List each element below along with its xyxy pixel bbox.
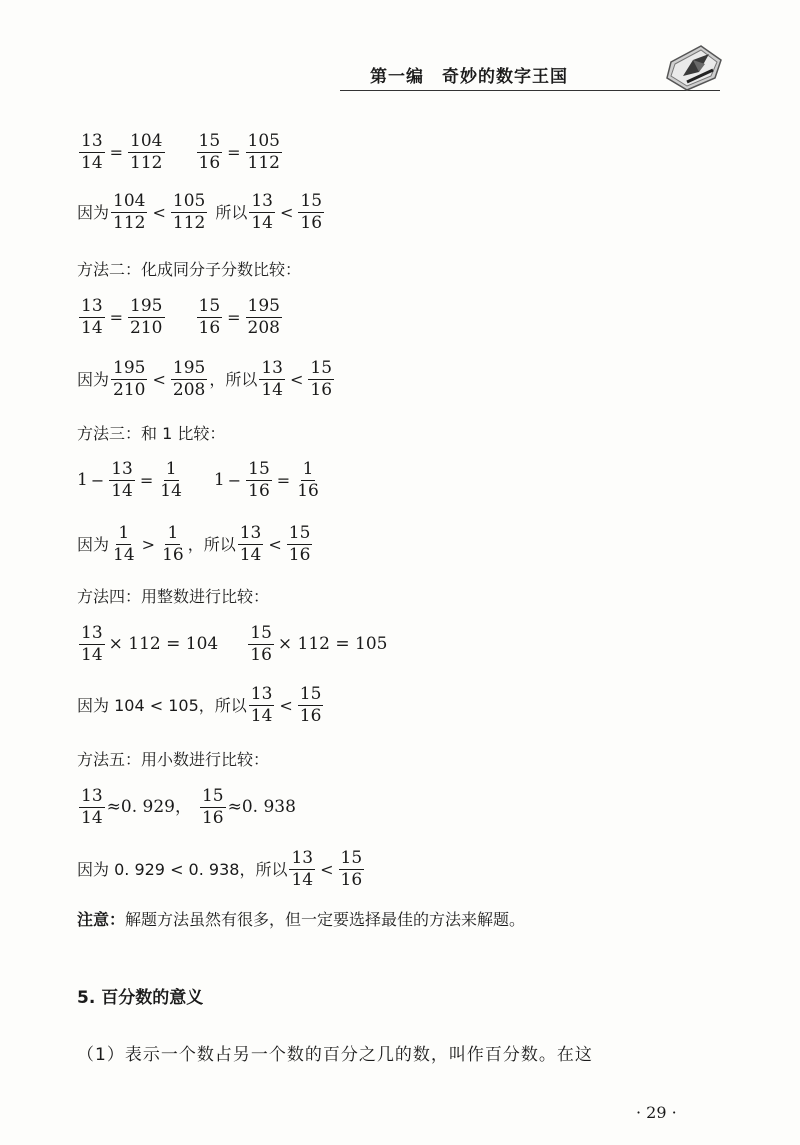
fraction <box>248 625 274 664</box>
method2-conclusion <box>77 360 336 399</box>
minus-sign: − <box>90 470 105 490</box>
denominator: 16 <box>198 153 221 173</box>
because-text: 因为 <box>77 202 110 222</box>
denominator: 16 <box>310 380 333 400</box>
numerator: 13 <box>111 459 133 479</box>
denominator: 16 <box>162 545 184 565</box>
less-than-sign: < <box>152 369 166 389</box>
note-text: 解题方法虽然有很多，但一定要选择最佳的方法来解题。 <box>125 910 526 929</box>
numerator: 15 <box>340 848 363 868</box>
fraction <box>79 133 105 172</box>
numerator: 13 <box>81 623 103 643</box>
denominator: 210 <box>113 380 146 400</box>
denominator: 14 <box>81 808 103 828</box>
denominator: 208 <box>247 318 280 338</box>
fraction <box>287 525 313 564</box>
denominator: 16 <box>300 213 323 233</box>
fraction <box>79 298 105 337</box>
fraction <box>111 193 147 232</box>
numerator: 13 <box>239 523 262 543</box>
denominator: 16 <box>201 808 224 828</box>
numerator: 1 <box>302 459 314 479</box>
fraction <box>111 525 137 564</box>
denominator: 14 <box>81 153 103 173</box>
denominator: 210 <box>130 318 163 338</box>
numerator: 15 <box>300 191 323 211</box>
fraction <box>79 788 105 827</box>
because-text: 因为 104 < 105，所以 <box>77 695 247 715</box>
method1-conclusion <box>77 193 326 232</box>
section-heading: 5. 百分数的意义 <box>77 988 204 1008</box>
denominator: 14 <box>81 318 103 338</box>
less-than-sign: < <box>152 202 166 222</box>
fraction <box>171 360 207 399</box>
denominator: 14 <box>239 545 262 565</box>
numerator: 15 <box>288 523 311 543</box>
fraction <box>249 193 275 232</box>
method5-conclusion <box>77 850 366 889</box>
numerator: 104 <box>113 191 146 211</box>
numerator: 13 <box>261 358 283 378</box>
method5-equation <box>77 788 296 827</box>
numerator: 13 <box>81 296 103 316</box>
numerator: 13 <box>81 786 103 806</box>
denominator: 16 <box>340 870 363 890</box>
denominator: 14 <box>81 645 103 665</box>
note-label: 注意： <box>77 910 126 929</box>
method5-title: 方法五：用小数进行比较： <box>77 750 270 769</box>
numerator: 195 <box>247 296 280 316</box>
fraction <box>171 193 207 232</box>
fraction <box>298 193 324 232</box>
denominator: 16 <box>250 645 272 665</box>
fraction <box>158 461 184 500</box>
because-text: 因为 <box>77 369 110 389</box>
page-number: · 29 · <box>636 1103 677 1122</box>
product-text: × 112 = 105 <box>277 634 388 654</box>
fraction <box>238 525 264 564</box>
denominator: 14 <box>291 870 314 890</box>
method2-equation <box>77 298 284 337</box>
header-title: 第一编 奇妙的数字王国 <box>370 67 568 87</box>
numerator: 195 <box>172 358 206 378</box>
running-header <box>340 58 680 92</box>
method3-equation <box>77 461 323 500</box>
fraction <box>111 360 147 399</box>
method4-title: 方法四：用整数进行比较： <box>77 587 270 606</box>
fraction <box>160 525 186 564</box>
less-than-sign: < <box>279 202 294 222</box>
paragraph: （1）表示一个数占另一个数的百分之几的数，叫作百分数。在这 <box>77 1045 593 1065</box>
equals-sign: = <box>139 470 154 490</box>
denominator: 14 <box>250 706 273 726</box>
fraction <box>246 461 272 500</box>
therefore-text: ，所以 <box>209 369 258 389</box>
one-value: 1 <box>213 470 225 490</box>
denominator: 112 <box>172 213 206 233</box>
less-than-sign: < <box>320 859 334 879</box>
numerator: 1 <box>165 459 177 479</box>
denominator: 208 <box>172 380 206 400</box>
method4-conclusion <box>77 686 325 725</box>
therefore-text: ，所以 <box>187 534 236 554</box>
numerator: 105 <box>247 131 280 151</box>
method4-equation <box>77 625 388 664</box>
numerator: 15 <box>299 684 322 704</box>
denominator: 16 <box>297 481 319 501</box>
numerator: 15 <box>201 786 224 806</box>
numerator: 13 <box>251 191 273 211</box>
fraction <box>128 133 164 172</box>
fraction <box>200 788 226 827</box>
method3-conclusion <box>77 525 314 564</box>
denominator: 16 <box>299 706 322 726</box>
numerator: 15 <box>250 623 272 643</box>
fraction <box>197 133 223 172</box>
method1-equation <box>77 133 284 172</box>
denominator: 14 <box>160 481 182 501</box>
equals-sign: = <box>109 142 124 162</box>
because-text: 因为 <box>77 534 110 554</box>
numerator: 104 <box>130 131 163 151</box>
numerator: 1 <box>167 523 179 543</box>
denominator: 112 <box>113 213 146 233</box>
numerator: 1 <box>118 523 130 543</box>
because-text: 因为 0. 929 < 0. 938，所以 <box>77 859 288 879</box>
fraction <box>246 298 282 337</box>
product-text: × 112 = 104 <box>108 634 219 654</box>
greater-than-sign: > <box>141 534 156 554</box>
equals-sign: = <box>276 470 291 490</box>
numerator: 15 <box>248 459 270 479</box>
fraction <box>298 686 324 725</box>
equals-sign: = <box>227 142 241 162</box>
denominator: 14 <box>113 545 135 565</box>
denominator: 16 <box>198 318 221 338</box>
numerator: 195 <box>130 296 163 316</box>
fraction <box>109 461 135 500</box>
denominator: 16 <box>248 481 270 501</box>
numerator: 13 <box>250 684 273 704</box>
fraction <box>339 850 365 889</box>
denominator: 112 <box>247 153 280 173</box>
less-than-sign: < <box>289 369 304 389</box>
denominator: 14 <box>261 380 283 400</box>
denominator: 14 <box>111 481 133 501</box>
decimal-text: ≈0. 938 <box>227 797 296 817</box>
method3-title: 方法三：和 1 比较： <box>77 424 226 443</box>
denominator: 112 <box>130 153 163 173</box>
fraction <box>308 360 334 399</box>
fraction <box>295 461 321 500</box>
less-than-sign: < <box>268 534 282 554</box>
numerator: 15 <box>198 131 221 151</box>
equals-sign: = <box>109 307 124 327</box>
less-than-sign: < <box>279 695 293 715</box>
book-emblem-icon <box>663 42 725 94</box>
minus-sign: − <box>227 470 242 490</box>
numerator: 13 <box>291 848 314 868</box>
denominator: 16 <box>288 545 311 565</box>
fraction <box>249 686 275 725</box>
note-line <box>77 912 525 928</box>
numerator: 195 <box>113 358 146 378</box>
numerator: 13 <box>81 131 103 151</box>
equals-sign: = <box>227 307 241 327</box>
one-value: 1 <box>77 470 88 490</box>
denominator: 14 <box>251 213 273 233</box>
fraction <box>246 133 282 172</box>
fraction <box>79 625 105 664</box>
fraction <box>259 360 285 399</box>
fraction <box>197 298 223 337</box>
numerator: 105 <box>172 191 206 211</box>
method2-title: 方法二：化成同分子分数比较： <box>77 260 302 279</box>
numerator: 15 <box>310 358 333 378</box>
fraction <box>289 850 315 889</box>
decimal-text: ≈0. 929， <box>106 797 192 817</box>
numerator: 15 <box>198 296 221 316</box>
fraction <box>128 298 164 337</box>
therefore-text: 所以 <box>215 202 248 222</box>
